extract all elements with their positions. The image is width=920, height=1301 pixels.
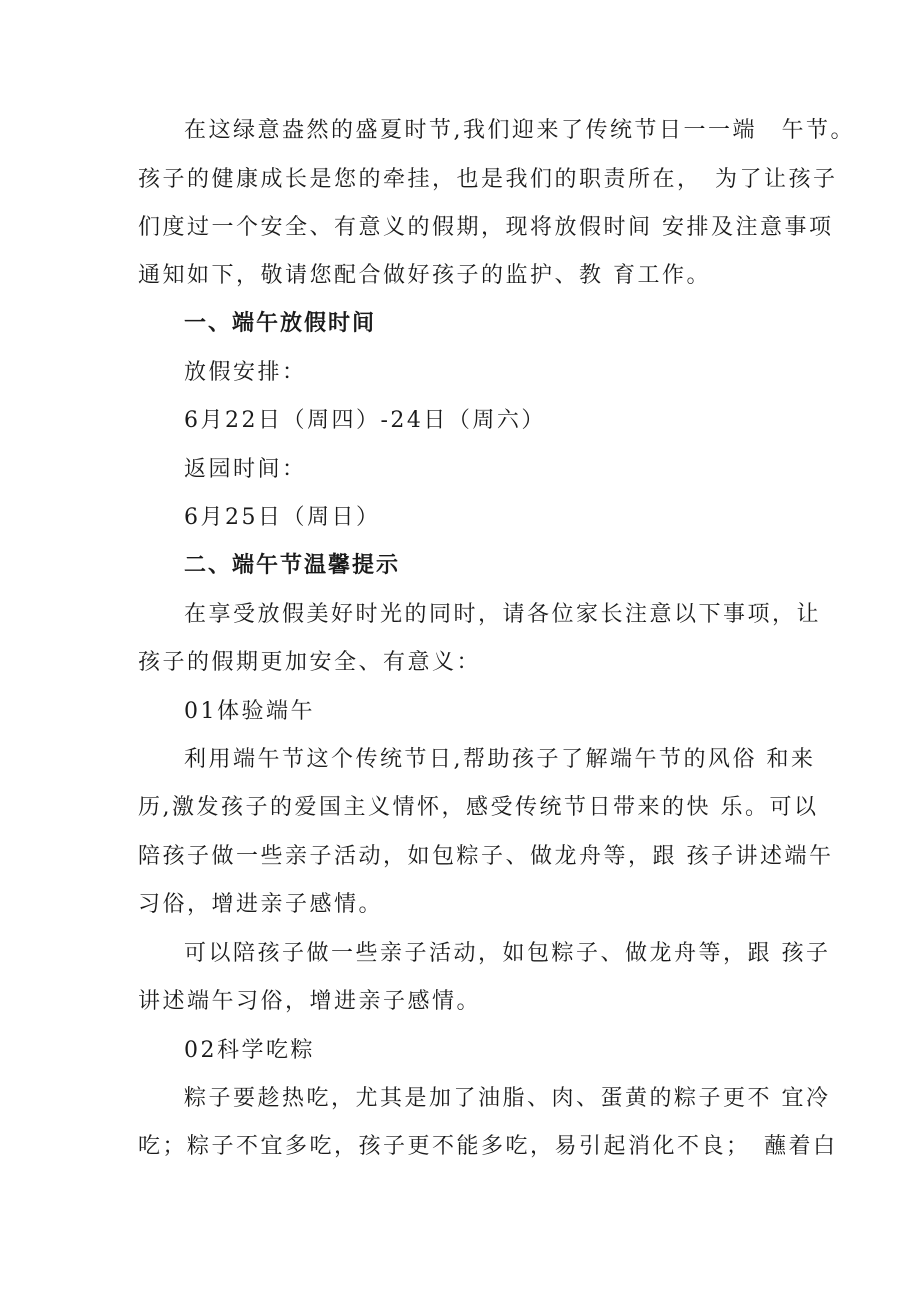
experience-line-2: 历,激发孩子的爱国主义情怀，感受传统节日带来的快 乐。可以 [138, 795, 819, 820]
return-time-label: 返园时间： [184, 457, 307, 482]
zongzi-line-1: 粽子要趁热吃，尤其是加了油脂、肉、蛋黄的粽子更不 宜冷 [184, 1086, 831, 1111]
subheading-zongzi: 02科学吃粽 [184, 1038, 315, 1063]
intro-line-3: 们度过一个安全、有意义的假期，现将放假时间 安排及注意事项 [138, 215, 834, 240]
tips-intro-line-1: 在享受放假美好时光的同时，请各位家长注意以下事项，让 [184, 602, 822, 627]
intro-line-4: 通知如下，敬请您配合做好孩子的监护、教 育工作。 [138, 263, 711, 288]
section-heading-holiday-time: 一、端午放假时间 [184, 311, 377, 336]
subheading-experience: 01体验端午 [184, 699, 315, 724]
experience-line-1: 利用端午节这个传统节日,帮助孩子了解端午节的风俗 和来 [184, 747, 816, 772]
intro-line-1: 在这绿意盎然的盛夏时节,我们迎来了传统节日一一端 午节。 [184, 118, 855, 143]
holiday-dates: 6月22日（周四）-24日（周六） [184, 408, 546, 433]
experience-line-4: 习俗，增进亲子感情。 [138, 892, 384, 917]
tips-intro-line-2: 孩子的假期更加安全、有意义： [138, 650, 482, 675]
return-date: 6月25日（周日） [184, 505, 381, 530]
activity-line-1: 可以陪孩子做一些亲子活动，如包粽子、做龙舟等，跟 孩子 [184, 941, 831, 966]
section-heading-tips: 二、端午节温馨提示 [184, 553, 401, 578]
zongzi-line-2: 吃；粽子不宜多吃，孩子更不能多吃，易引起消化不良； 蘸着白 [138, 1134, 838, 1159]
activity-line-2: 讲述端午习俗，增进亲子感情。 [138, 989, 482, 1014]
experience-line-3: 陪孩子做一些亲子活动，如包粽子、做龙舟等，跟 孩子讲述端午 [138, 844, 834, 869]
intro-line-2: 孩子的健康成长是您的牵挂，也是我们的职责所在， 为了让孩子 [138, 167, 838, 192]
holiday-arrangement-label: 放假安排： [184, 360, 307, 385]
